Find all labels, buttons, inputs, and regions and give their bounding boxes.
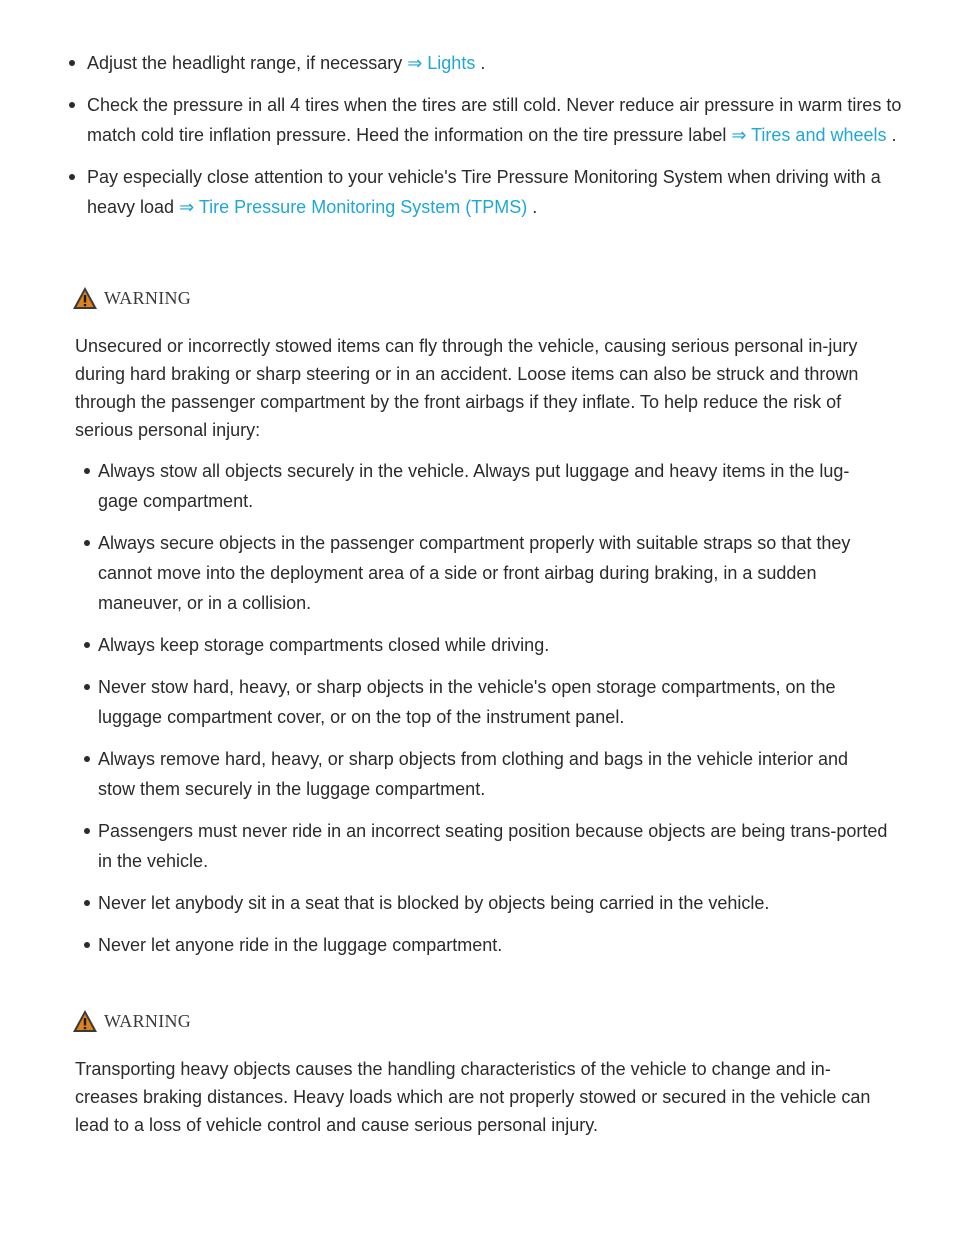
- item-text: Never let anybody sit in a seat that is blocked by objects being carried in the vehicle.: [98, 893, 770, 913]
- item-text: Pay especially close attention to your vehicle's Tire Pressure Monitoring System when driving with a heavy load: [87, 167, 881, 217]
- item-text-end: .: [527, 197, 538, 217]
- list-item: [60, 90, 920, 150]
- list-item: [75, 672, 888, 732]
- bullet-dot-icon: [84, 540, 90, 546]
- bullet-dot-icon: [84, 942, 90, 948]
- link-lights[interactable]: ⇒ Lights: [407, 53, 476, 73]
- bullet-dot-icon: [69, 102, 75, 108]
- link-tires-and-wheels[interactable]: ⇒ Tires and wheels: [731, 125, 887, 145]
- warning-triangle-icon: [72, 1009, 98, 1033]
- list-item: [75, 930, 888, 960]
- item-text: Never stow hard, heavy, or sharp objects in the vehicle's open storage compartments, on the luggage compartment cover, or on the top of the instrument panel.: [98, 677, 836, 727]
- bullet-dot-icon: [69, 60, 75, 66]
- list-item: [75, 456, 888, 516]
- list-item: [60, 162, 920, 222]
- bullet-dot-icon: [84, 468, 90, 474]
- warning-title: WARNING: [104, 287, 192, 308]
- item-text: Passengers must never ride in an incorrect seating position because objects are being trans-ported in the vehicle.: [98, 821, 888, 871]
- warning-items-list: [72, 456, 902, 960]
- list-item: [75, 528, 888, 618]
- item-text: Always keep storage compartments closed while driving.: [98, 635, 550, 655]
- item-text: Adjust the headlight range, if necessary: [87, 53, 408, 73]
- list-item: [75, 630, 888, 660]
- warning-body: Transporting heavy objects causes the handling characteristics of the vehicle to change and in-creases braking distances. Heavy loads which are not properly stowed or secured in the vehicle can lead to a loss of vehicle control and cause serious personal injury.: [75, 1059, 871, 1135]
- list-item: [75, 744, 888, 804]
- bullet-dot-icon: [69, 174, 75, 180]
- list-item: [75, 816, 888, 876]
- warning-header: [72, 284, 902, 312]
- warning-triangle-icon: [72, 286, 98, 310]
- warning-body: Unsecured or incorrectly stowed items can fly through the vehicle, causing serious personal in-jury during hard braking or sharp steering or in an accident. Loose items can also be struck and thrown through the passenger compartment by the front airbags if they inflate. To help reduce the risk of serious personal injury:: [75, 336, 859, 440]
- warning-block-unsecured-items: [72, 284, 902, 972]
- item-text: Always stow all objects securely in the vehicle. Always put luggage and heavy items in the lug-gage compartment.: [98, 461, 850, 511]
- warning-header: [72, 1007, 902, 1035]
- link-tpms[interactable]: ⇒ Tire Pressure Monitoring System (TPMS): [179, 197, 528, 217]
- loading-tips-list: [60, 48, 920, 234]
- item-text: Check the pressure in all 4 tires when the tires are still cold. Never reduce air pressure in warm tires to match cold tire inflation pressure. Heed the information on the tire pressure label: [87, 95, 902, 145]
- list-item: [75, 888, 888, 918]
- warning-title: WARNING: [104, 1010, 192, 1031]
- bullet-dot-icon: [84, 642, 90, 648]
- item-text: Never let anyone ride in the luggage compartment.: [98, 935, 503, 955]
- list-item: [60, 48, 920, 78]
- bullet-dot-icon: [84, 756, 90, 762]
- warning-block-heavy-objects: [72, 1007, 902, 1139]
- item-text: Always secure objects in the passenger compartment properly with suitable straps so that they cannot move into the deployment area of a side or front airbag during braking, in a sudden maneuver, or in a collision.: [98, 533, 851, 613]
- bullet-dot-icon: [84, 900, 90, 906]
- item-text-end: .: [886, 125, 897, 145]
- bullet-dot-icon: [84, 828, 90, 834]
- item-text: Always remove hard, heavy, or sharp objects from clothing and bags in the vehicle interior and stow them securely in the luggage compartment.: [98, 749, 849, 799]
- bullet-dot-icon: [84, 684, 90, 690]
- item-text-end: .: [475, 53, 486, 73]
